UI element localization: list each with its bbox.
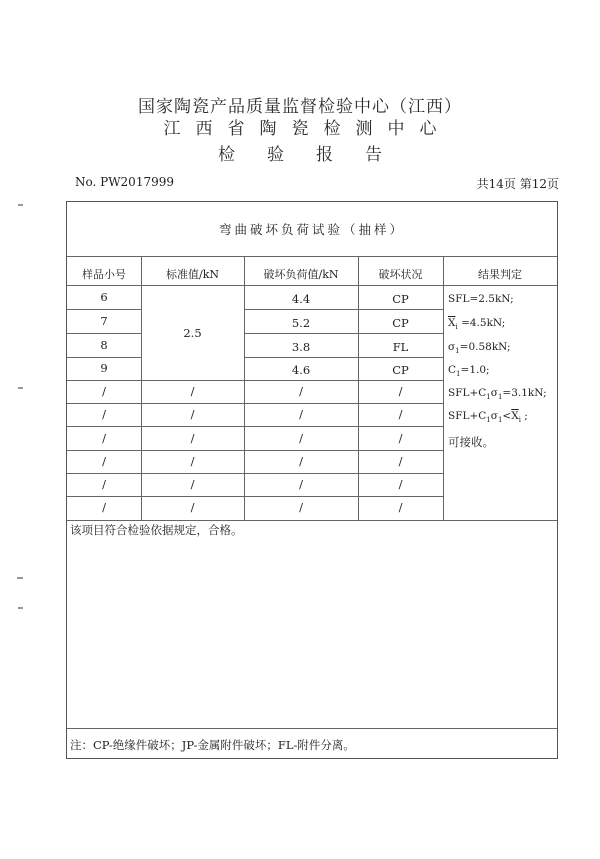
result-sigma: $\sigma_1=0.58kN$;: [448, 341, 511, 356]
table-rule: [67, 309, 141, 310]
sample-number: /: [102, 454, 106, 468]
standard-value: /: [190, 454, 195, 468]
load-value: /: [299, 431, 303, 445]
result-verdict: 可接收。: [448, 435, 494, 449]
result-c: $C_1=1.0$;: [448, 364, 490, 379]
table-rule: [67, 357, 141, 358]
load-value: /: [299, 500, 303, 514]
table-rule: [67, 333, 141, 334]
table-rule: [443, 256, 444, 520]
sample-number: /: [102, 431, 106, 445]
damage-status: /: [398, 407, 403, 421]
report-header-line3: 检验报告: [218, 145, 414, 165]
col-header-status: 破坏状况: [378, 268, 423, 281]
sample-number: /: [102, 477, 106, 491]
sample-number: /: [102, 407, 106, 421]
table-rule: [67, 450, 443, 451]
report-number: No. PW2017999: [75, 175, 174, 189]
table-rule: [67, 473, 443, 474]
sample-number: /: [102, 384, 106, 398]
load-value: 4.4: [291, 292, 311, 306]
col-header-standard: 标准值/kN: [166, 268, 219, 281]
table-rule: [244, 309, 443, 310]
report-header-line2: 江西省陶瓷检测中心: [163, 119, 452, 139]
load-value: /: [299, 407, 303, 421]
sample-number: 6: [100, 290, 108, 304]
sample-number: 7: [100, 314, 108, 328]
damage-status: /: [398, 477, 403, 491]
sample-number: 8: [100, 338, 108, 352]
table-rule: [67, 380, 443, 381]
standard-value: /: [190, 477, 195, 491]
damage-status: /: [398, 500, 403, 514]
load-value: 4.6: [291, 363, 311, 377]
table-rule: [67, 426, 443, 427]
footnote-text: 注：CP-绝缘件破坏；JP-金属附件破坏；FL-附件分离。: [70, 738, 355, 752]
col-header-load: 破坏负荷值/kN: [263, 268, 339, 281]
result-sum: $SFL+C_1\sigma_1=3.1kN$;: [448, 387, 547, 402]
table-rule: [67, 728, 557, 729]
standard-value: /: [190, 431, 195, 445]
col-header-sample: 样品小号: [82, 268, 126, 281]
report-table: [66, 201, 558, 759]
standard-value: /: [190, 500, 195, 514]
standard-value: /: [190, 407, 195, 421]
table-rule: [244, 333, 443, 334]
table-title: 弯曲破坏负荷试验（抽样）: [218, 222, 405, 237]
result-sfl: SFL=2.5kN;: [448, 293, 514, 305]
standard-value: 2.5: [183, 326, 202, 340]
scan-mark: [18, 387, 23, 389]
scan-mark: [18, 607, 23, 609]
page-info: 共14页 第12页: [476, 177, 559, 191]
scan-mark: [18, 204, 23, 206]
sample-number: 9: [100, 361, 108, 375]
report-header-line1: 国家陶瓷产品质量监督检验中心（江西）: [138, 97, 462, 117]
col-header-result: 结果判定: [478, 268, 522, 281]
load-value: /: [299, 384, 303, 398]
damage-status: CP: [392, 292, 409, 306]
load-value: /: [299, 454, 303, 468]
damage-status: CP: [392, 363, 409, 377]
damage-status: /: [398, 431, 403, 445]
table-rule: [67, 520, 557, 521]
scan-mark: [17, 577, 23, 579]
damage-status: FL: [392, 340, 409, 354]
result-mean: $\overline{X}_i =4.5kN$;: [448, 317, 506, 332]
table-rule: [244, 357, 443, 358]
damage-status: /: [398, 384, 403, 398]
load-value: 3.8: [291, 340, 311, 354]
load-value: /: [299, 477, 303, 491]
result-compare: $SFL+C_1\sigma_1<\overline{X}_i$ ;: [448, 410, 528, 425]
sample-number: /: [102, 500, 106, 514]
table-rule: [67, 403, 443, 404]
standard-value: /: [190, 384, 195, 398]
damage-status: CP: [392, 316, 409, 330]
load-value: 5.2: [291, 316, 311, 330]
damage-status: /: [398, 454, 403, 468]
table-rule: [67, 496, 443, 497]
conclusion-text: 该项目符合检验依据规定，合格。: [70, 523, 243, 537]
